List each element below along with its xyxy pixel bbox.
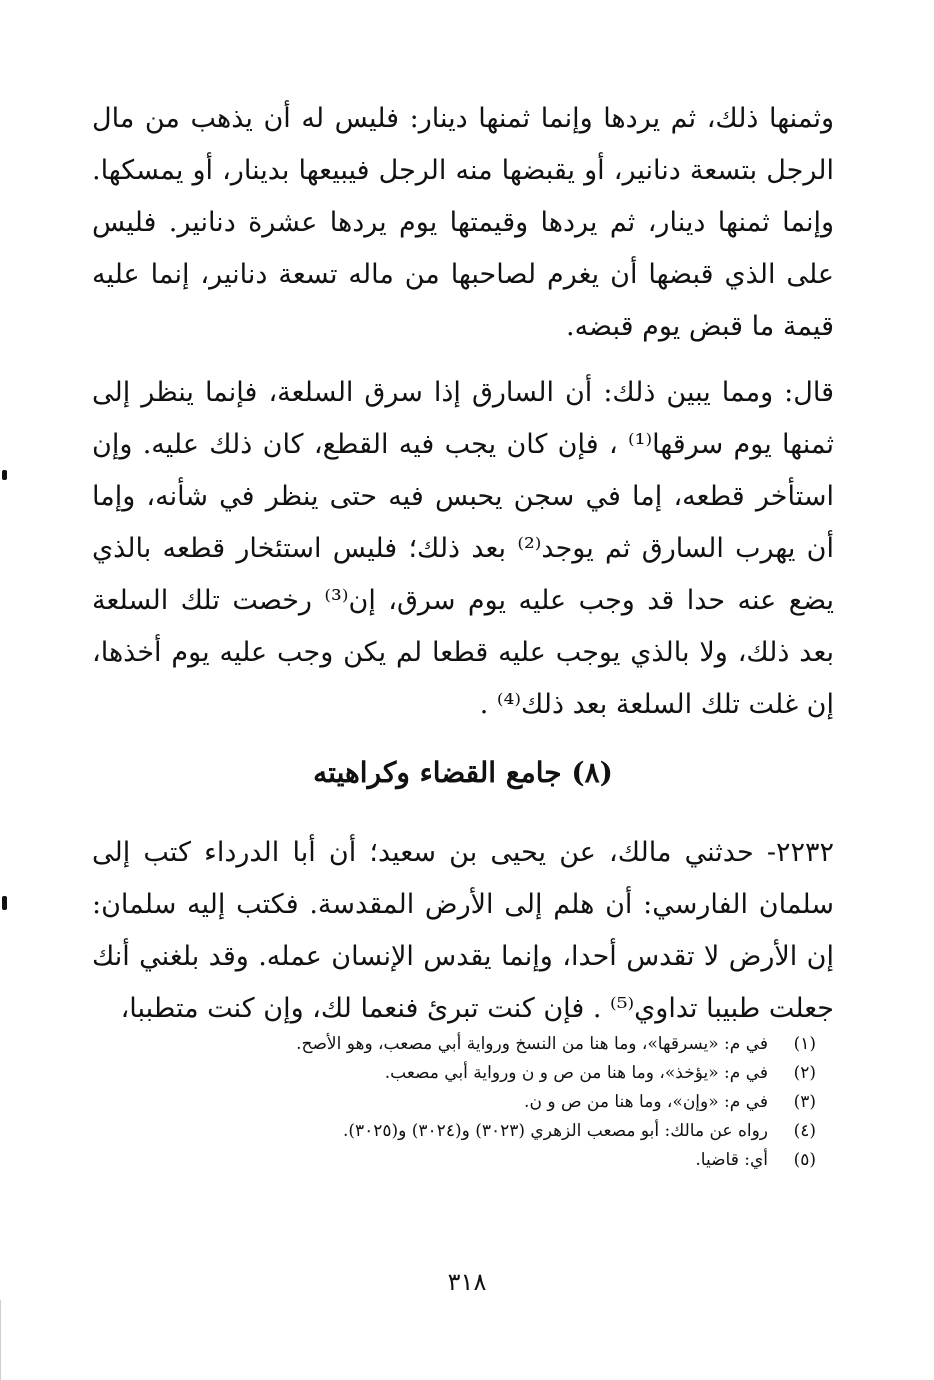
footnote-number: (٤): [793, 1121, 816, 1141]
footnote: [110, 1030, 816, 1059]
footnote-number: (٥): [793, 1150, 816, 1170]
footnote-number: (١): [793, 1034, 816, 1054]
body-paragraph: قال: ومما يبين ذلك: أن السارق إذا سرق السلعة، فإنما ينظر إلى ثمنها يوم سرقها⁽¹⁾ ، فإن كان يجب فيه القطع، كان ذلك عليه. وإن استأخر قطعه، إما في سجن يحبس فيه حتى ينظر في شأنه، وإما أن يهرب السارق ثم يوجد⁽²⁾ بعد ذلك؛ فليس استئخار قطعه بالذي يضع عنه حدا قد وجب عليه يوم سرق، إن⁽³⁾ رخصت تلك السلعة بعد ذلك، ولا بالذي يوجب عليه قطعا لم يكن وجب عليه يوم أخذها، إن غلت تلك السلعة بعد ذلك⁽⁴⁾ .: [92, 377, 835, 720]
footnote-text: أي: قاضيا.: [695, 1150, 768, 1170]
footnote-text: في م: «يسرقها»، وما هنا من النسخ ورواية أبي مصعب، وهو الأصح.: [296, 1034, 768, 1054]
body-paragraph: وثمنها ذلك، ثم يردها وإنما ثمنها دينار: فليس له أن يذهب من مال الرجل بتسعة دنانير، أو يقبضها منه الرجل فيبيعها بدينار، أو يمسكها. وإنما ثمنها دينار، ثم يردها وقيمتها يوم يردها عشرة دنانير. فليس على الذي قبضها أن يغرم لصاحبها من ماله تسعة دنانير، إنما عليه قيمة ما قبض يوم قبضه.: [92, 103, 834, 342]
footnote: [110, 1088, 816, 1117]
section-heading: (٨) جامع القضاء وكراهيته: [313, 756, 613, 790]
footnote: [110, 1059, 816, 1088]
footnote: [110, 1146, 816, 1175]
footnote-text: في م: «وإن»، وما هنا من ص و ن.: [524, 1092, 768, 1112]
footnote-text: في م: «يؤخذ»، وما هنا من ص و ن ورواية أبي مصعب.: [384, 1063, 768, 1083]
margin-mark: [2, 896, 7, 910]
margin-mark: [2, 470, 7, 480]
footnote-number: (٢): [793, 1063, 816, 1083]
footnote-number: (٣): [793, 1092, 816, 1112]
page-number: ٣١٨: [447, 1268, 487, 1296]
footnote: [110, 1117, 816, 1146]
page-edge-line: [0, 1300, 1, 1380]
footnotes: [110, 1030, 816, 1175]
footnote-text: رواه عن مالك: أبو مصعب الزهري (٣٠٢٣) و(٣٠٢٤) و(٣٠٢٥).: [342, 1121, 768, 1141]
body-paragraph: ٢٢٣٢- حدثني مالك، عن يحيى بن سعيد؛ أن أبا الدرداء كتب إلى سلمان الفارسي: أن هلم إلى الأرض المقدسة. فكتب إليه سلمان: إن الأرض لا تقدس أحدا، وإنما يقدس الإنسان عمله. وقد بلغني أنك جعلت طبيبا تداوي⁽⁵⁾ . فإن كنت تبرئ فنعما لك، وإن كنت متطببا،: [92, 837, 834, 1024]
